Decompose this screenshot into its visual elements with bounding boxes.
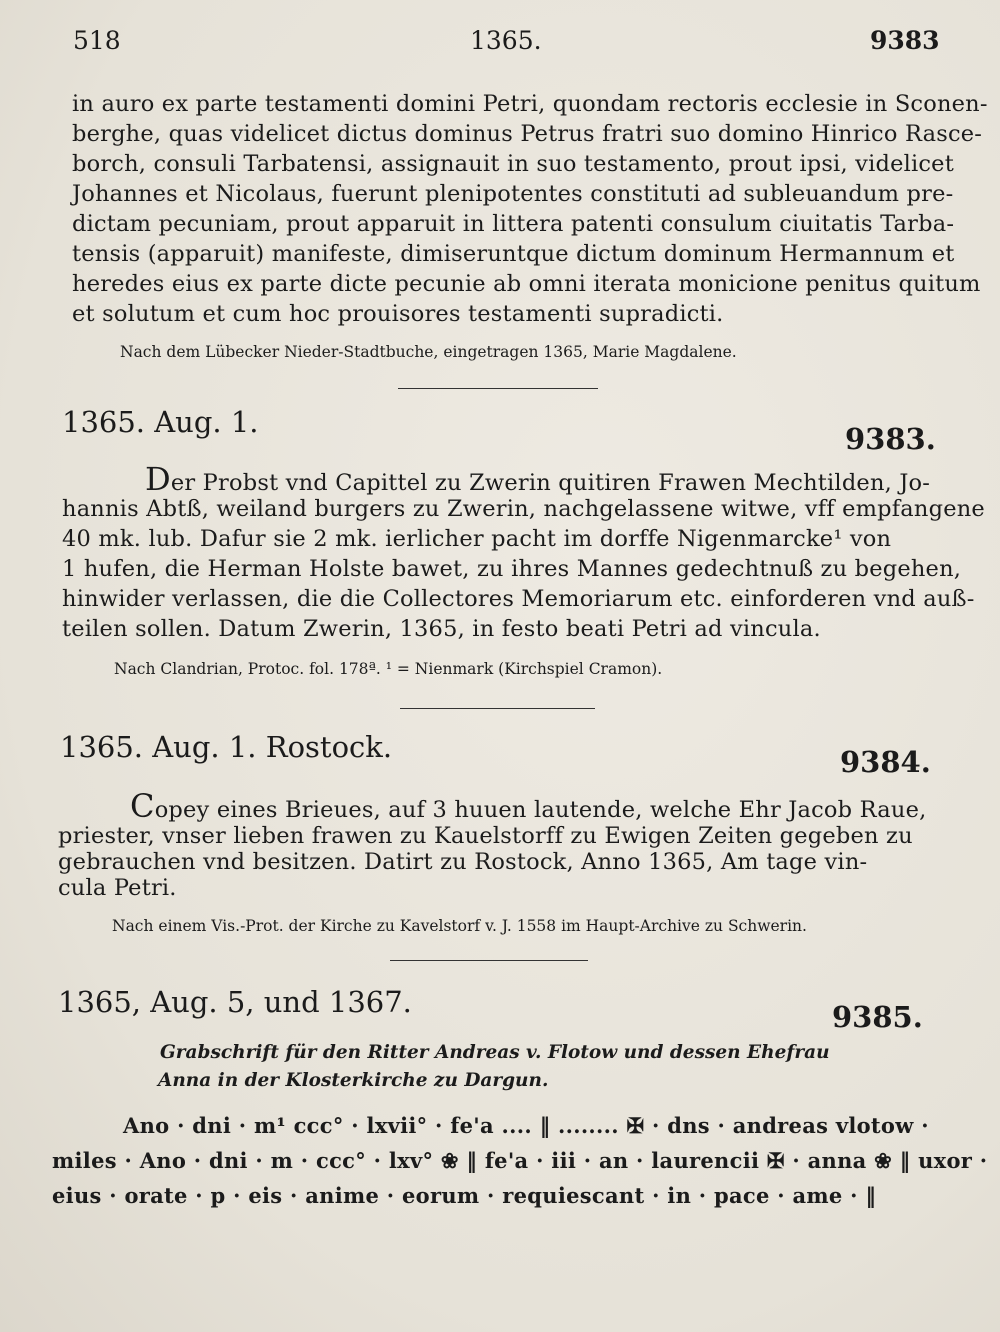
running-doc-number: 9383 xyxy=(870,26,940,55)
entry-title-line: Anna in der Klosterkirche zu Dargun. xyxy=(158,1070,549,1091)
drop-cap: C xyxy=(130,787,155,825)
section-divider xyxy=(390,960,588,961)
source-note: Nach dem Lübecker Nieder-Stadtbuche, eingetragen 1365, Marie Magdalene. xyxy=(120,343,737,361)
continuation-line: in auro ex parte testamenti domini Petri, quondam rectoris ecclesie in Sconen- xyxy=(72,91,988,117)
continuation-line: Johannes et Nicolaus, fuerunt plenipotentes constituti ad subleuandum pre- xyxy=(72,181,954,207)
entry-text-line xyxy=(145,460,930,498)
continuation-line: heredes eius ex parte dicte pecunie ab omni iterata monicione penitus quitum xyxy=(72,271,981,297)
entry-text: er Probst vnd Capittel zu Zwerin quitiren Frawen Mechtilden, Jo- xyxy=(170,470,931,496)
continuation-line: tensis (apparuit) manifeste, dimiseruntque dictum dominum Hermannum et xyxy=(72,241,955,267)
continuation-line: dictam pecuniam, prout apparuit in littera patenti consulum ciuitatis Tarba- xyxy=(72,211,955,237)
entry-text-line xyxy=(130,787,926,825)
entry-text-line: teilen sollen. Datum Zwerin, 1365, in festo beati Petri ad vincula. xyxy=(62,616,821,642)
entry-text-line: priester, vnser lieben frawen zu Kauelstorff zu Ewigen Zeiten gegeben zu xyxy=(58,823,913,849)
drop-cap: D xyxy=(145,460,171,498)
inscription-line: eius · orate · p · eis · anime · eorum · requiescant · in · pace · ame · ‖ xyxy=(52,1183,877,1208)
continuation-line: berghe, quas videlicet dictus dominus Petrus fratri suo domino Hinrico Rasce- xyxy=(72,121,983,147)
source-note: Nach einem Vis.-Prot. der Kirche zu Kavelstorf v. J. 1558 im Haupt-Archive zu Schwerin. xyxy=(112,917,807,935)
entry-number: 9385. xyxy=(832,1000,923,1034)
section-divider xyxy=(398,388,598,389)
entry-text-line: 40 mk. lub. Dafur sie 2 mk. ierlicher pacht im dorffe Nigenmarcke¹ von xyxy=(62,526,892,552)
inscription-line: miles · Ano · dni · m · ccc° · lxv° ❀ ‖ fe'a · iii · an · laurencii ✠ · anna ❀ ‖ uxor · xyxy=(52,1148,988,1173)
source-note: Nach Clandrian, Protoc. fol. 178ª. ¹ = Nienmark (Kirchspiel Cramon). xyxy=(114,660,663,678)
entry-number: 9383. xyxy=(845,422,936,456)
entry-text-line: 1 hufen, die Herman Holste bawet, zu ihres Mannes gedechtnuß zu begehen, xyxy=(62,556,962,582)
entry-date: 1365, Aug. 5, und 1367. xyxy=(58,985,412,1019)
page-number: 518 xyxy=(73,26,121,55)
entry-title-line: Grabschrift für den Ritter Andreas v. Flotow und dessen Ehefrau xyxy=(160,1042,830,1063)
entry-text-line: gebrauchen vnd besitzen. Datirt zu Rostock, Anno 1365, Am tage vin- xyxy=(58,849,868,875)
entry-date: 1365. Aug. 1. Rostock. xyxy=(60,730,393,764)
entry-text-line: cula Petri. xyxy=(58,875,177,901)
entry-text: opey eines Brieues, auf 3 huuen lautende, welche Ehr Jacob Raue, xyxy=(154,797,927,823)
entry-number: 9384. xyxy=(840,745,931,779)
entry-date: 1365. Aug. 1. xyxy=(62,405,259,439)
running-year: 1365. xyxy=(470,26,542,55)
continuation-line: borch, consuli Tarbatensi, assignauit in suo testamento, prout ipsi, videlicet xyxy=(72,151,954,177)
section-divider xyxy=(400,708,595,709)
entry-text-line: hannis Abtß, weiland burgers zu Zwerin, nachgelassene witwe, vff empfangene xyxy=(62,496,985,522)
entry-text-line: hinwider verlassen, die die Collectores Memoriarum etc. einforderen vnd auß- xyxy=(62,586,975,612)
continuation-line: et solutum et cum hoc prouisores testamenti supradicti. xyxy=(72,301,724,327)
inscription-line: Ano · dni · m¹ ccc° · lxvii° · fe'a .... ‖ ........ ✠ · dns · andreas vlotow · xyxy=(123,1113,929,1138)
